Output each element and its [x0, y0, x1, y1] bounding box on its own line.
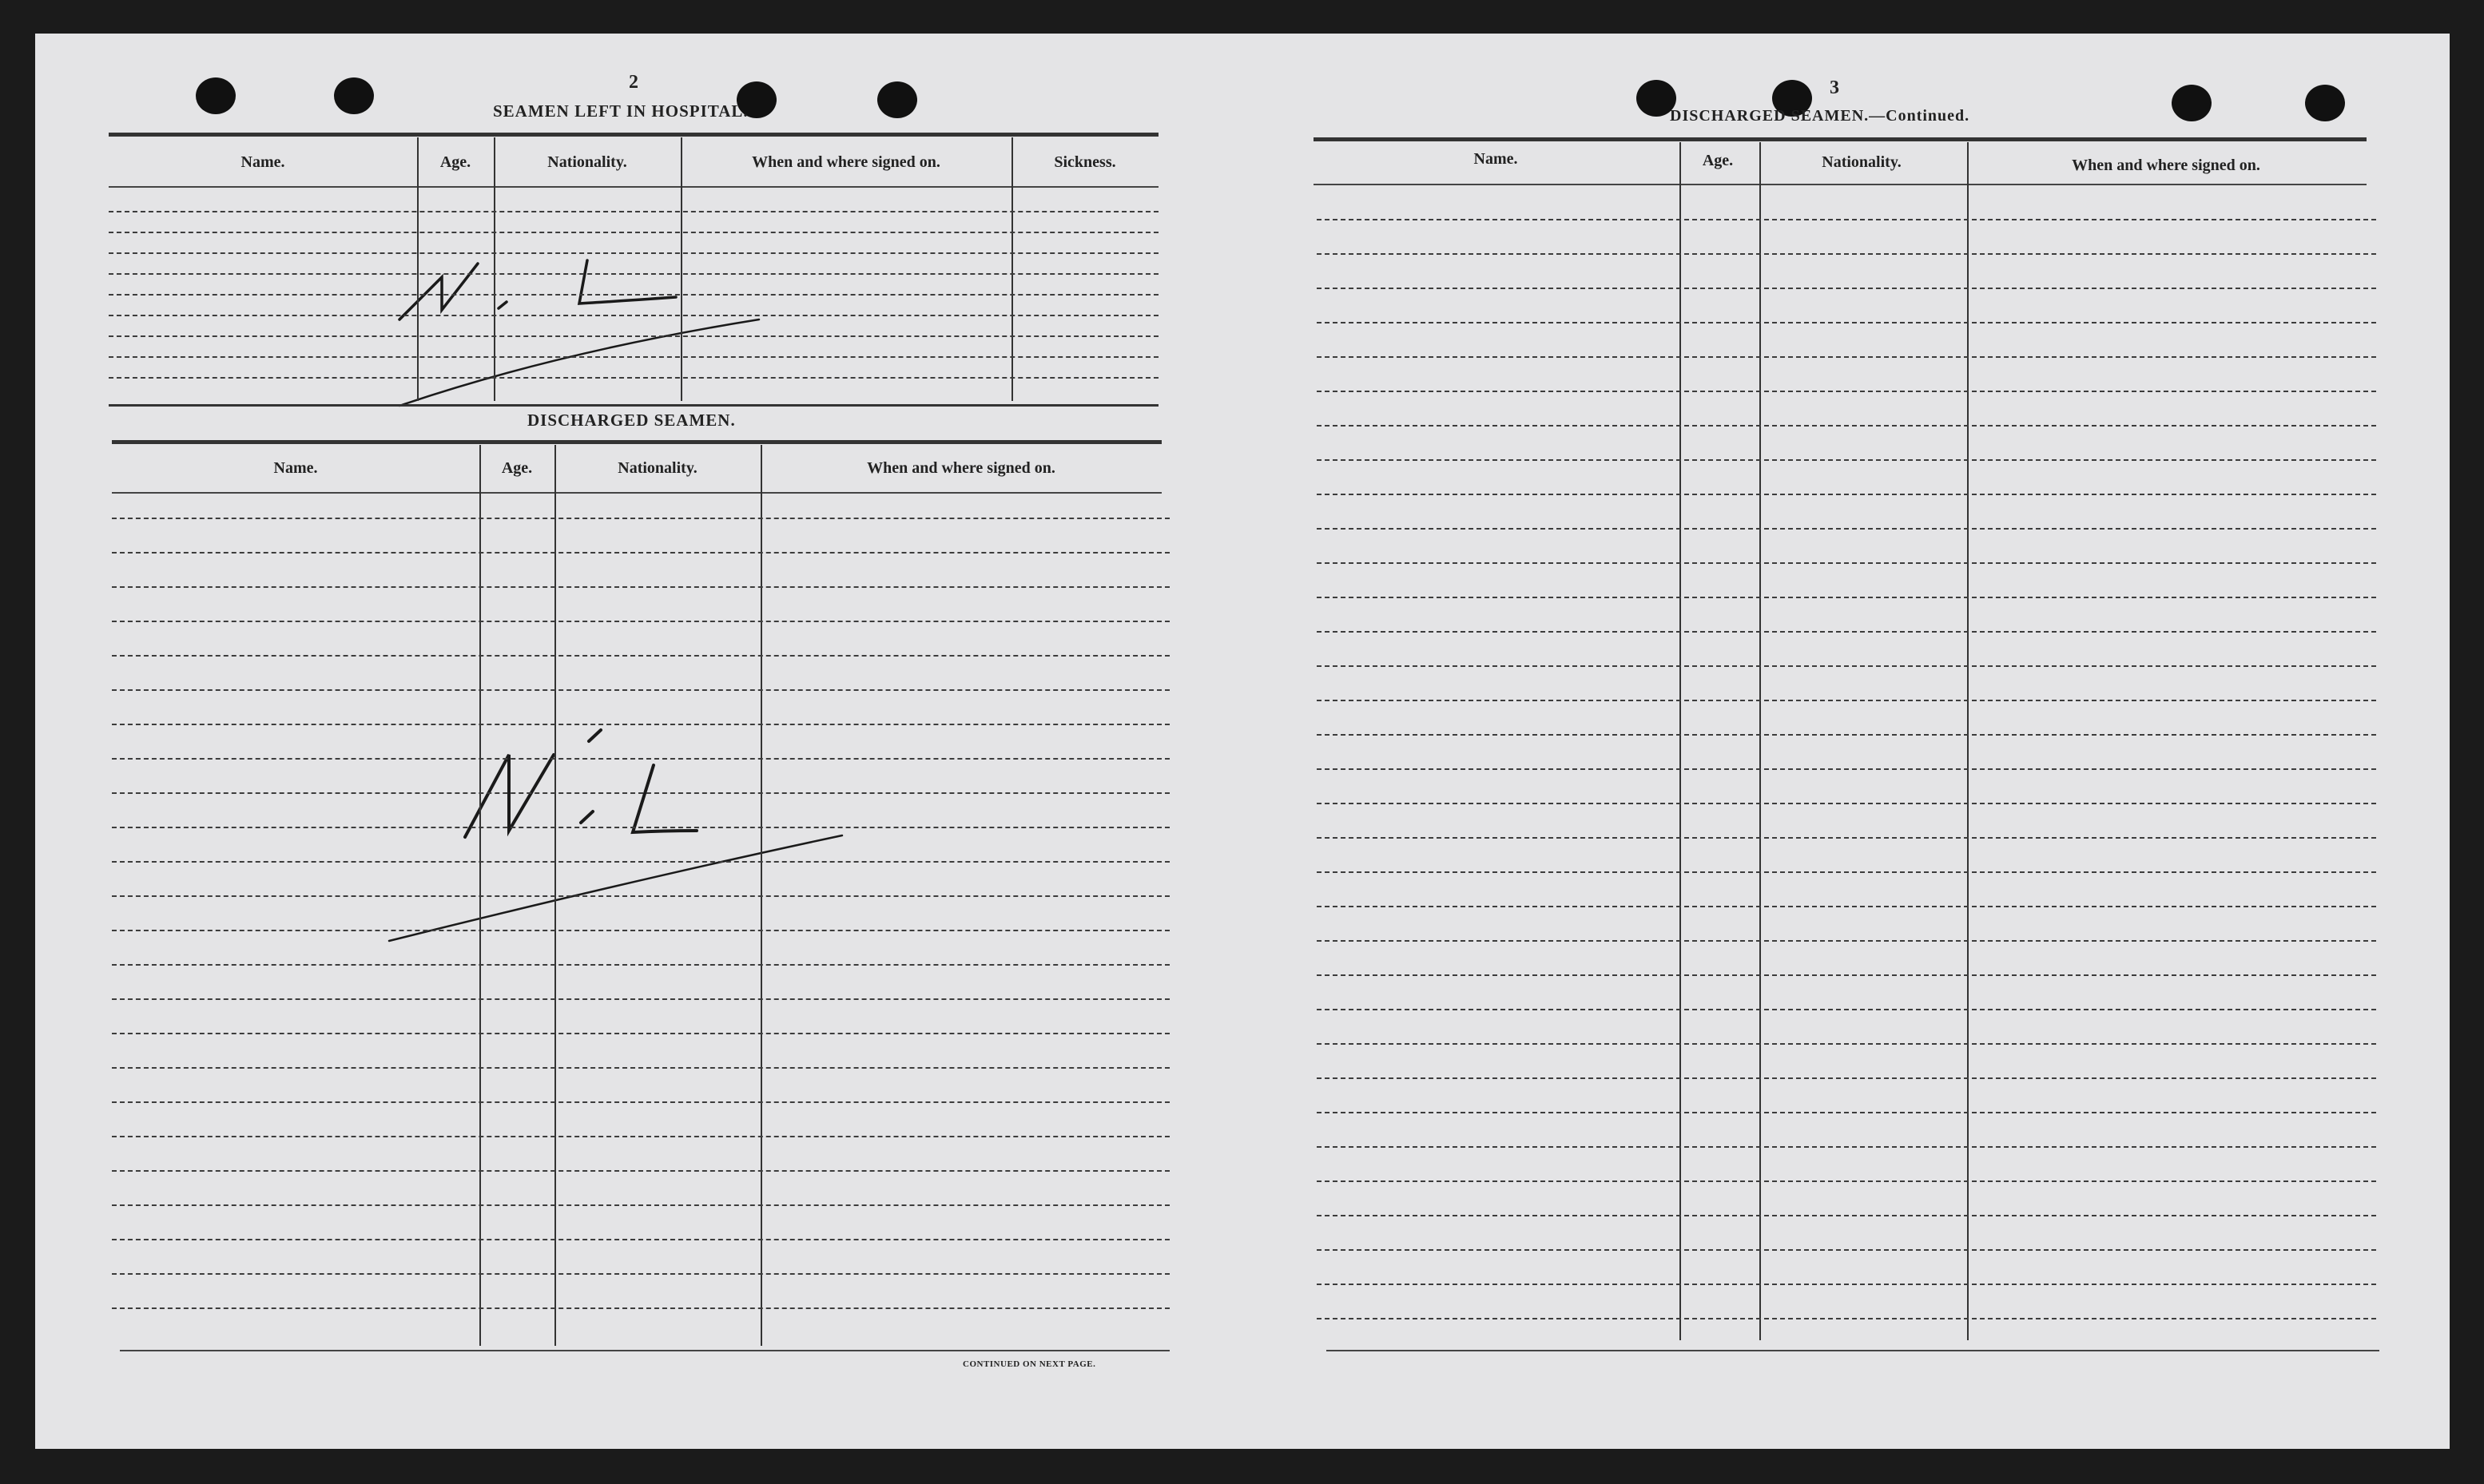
discharged-entry-line — [112, 1101, 1170, 1103]
right-entry-line — [1317, 562, 2376, 564]
discharged-entry-line — [112, 964, 1170, 966]
right-col-age: Age. — [1702, 152, 1734, 169]
hospital-entry-line — [109, 356, 1159, 358]
discharged-entry-line — [112, 1239, 1170, 1240]
hospital-col-sickness: Sickness. — [1054, 153, 1116, 171]
discharged-entry-line — [112, 792, 1170, 794]
right-entry-line — [1317, 425, 2376, 427]
right-col-name: Name. — [1473, 150, 1518, 168]
discharged-col-age: Age. — [501, 459, 533, 477]
right-entry-line — [1317, 734, 2376, 736]
right-entry-line — [1317, 391, 2376, 392]
right-entry-line — [1317, 803, 2376, 804]
discharged-entry-line — [112, 1307, 1170, 1309]
discharged-entry-line — [112, 586, 1170, 588]
right-entry-line — [1317, 700, 2376, 701]
right-entry-line — [1317, 837, 2376, 839]
discharged-entry-line — [112, 655, 1170, 657]
right-entry-line — [1317, 1215, 2376, 1216]
hospital-entry-line — [109, 335, 1159, 337]
right-entry-line — [1317, 528, 2376, 530]
right-entry-line — [1317, 597, 2376, 598]
discharged-entry-line — [112, 1067, 1170, 1069]
discharged-entry-line — [112, 552, 1170, 554]
hospital-entry-line — [109, 273, 1159, 275]
right-entry-line — [1317, 219, 2376, 220]
hospital-column-divider — [417, 137, 419, 401]
discharged-header-rule — [112, 492, 1162, 494]
right-entry-line — [1317, 1112, 2376, 1113]
discharged-col-nationality: Nationality. — [618, 459, 698, 477]
discharged-entry-line — [112, 1136, 1170, 1137]
page-number-left: 2 — [629, 72, 638, 93]
right-entry-line — [1317, 1318, 2376, 1319]
continued-footer: CONTINUED ON NEXT PAGE. — [963, 1359, 1096, 1369]
discharged-continued-title: DISCHARGED SEAMEN.—Continued. — [1670, 107, 1970, 125]
hospital-nil-handwriting — [399, 260, 759, 406]
hospital-col-name: Name. — [240, 153, 285, 171]
hospital-table-bottom-rule — [109, 404, 1159, 407]
hospital-column-divider — [494, 137, 495, 401]
right-entry-line — [1317, 940, 2376, 942]
right-entry-line — [1317, 1146, 2376, 1148]
discharged-entry-line — [112, 758, 1170, 760]
right-entry-line — [1317, 494, 2376, 495]
discharged-entry-line — [112, 861, 1170, 863]
discharged-col-name: Name. — [273, 459, 318, 477]
right-entry-line — [1317, 631, 2376, 633]
right-entry-line — [1317, 322, 2376, 323]
discharged-entry-line — [112, 1273, 1170, 1275]
discharged-entry-line — [112, 1033, 1170, 1034]
right-entry-line — [1317, 459, 2376, 461]
right-entry-line — [1317, 974, 2376, 976]
discharged-entry-line — [112, 998, 1170, 1000]
discharged-nil-handwriting — [389, 730, 842, 941]
discharged-entry-line — [112, 518, 1170, 519]
discharged-entry-line — [112, 1170, 1170, 1172]
hospital-entry-line — [109, 232, 1159, 233]
discharged-entry-line — [112, 724, 1170, 725]
discharged-entry-line — [112, 827, 1170, 828]
right-entry-line — [1317, 1180, 2376, 1182]
discharged-entry-line — [112, 895, 1170, 897]
discharged-entry-line — [112, 1204, 1170, 1206]
discharged-col-signed-on: When and where signed on. — [867, 459, 1055, 477]
hospital-col-age: Age. — [439, 153, 471, 171]
right-col-signed-on: When and where signed on. — [2072, 157, 2260, 174]
right-entry-line — [1317, 906, 2376, 907]
discharged-section-title: DISCHARGED SEAMEN. — [527, 411, 736, 430]
discharged-entry-line — [112, 930, 1170, 931]
hospital-header-rule — [109, 186, 1159, 188]
right-entry-line — [1317, 1009, 2376, 1010]
right-entry-line — [1317, 1043, 2376, 1045]
right-entry-line — [1317, 1284, 2376, 1285]
hospital-entry-line — [109, 315, 1159, 316]
right-table-bottom-rule — [1326, 1350, 2379, 1351]
right-entry-line — [1317, 253, 2376, 255]
hospital-col-nationality: Nationality. — [547, 153, 627, 171]
right-entry-line — [1317, 1077, 2376, 1079]
hospital-column-divider — [1011, 137, 1013, 401]
hospital-entry-line — [109, 294, 1159, 296]
hospital-col-signed-on: When and where signed on. — [752, 153, 940, 171]
right-entry-line — [1317, 871, 2376, 873]
discharged-entry-line — [112, 621, 1170, 622]
hospital-section-title: SEAMEN LEFT IN HOSPITAL. — [493, 101, 749, 121]
hospital-entry-line — [109, 252, 1159, 254]
hospital-entry-line — [109, 211, 1159, 212]
discharged-entry-line — [112, 689, 1170, 691]
right-header-rule — [1314, 184, 2367, 185]
right-entry-line — [1317, 768, 2376, 770]
right-entry-line — [1317, 288, 2376, 289]
hospital-entry-line — [109, 377, 1159, 379]
page-number-right: 3 — [1830, 77, 1839, 98]
right-entry-line — [1317, 665, 2376, 667]
right-entry-line — [1317, 356, 2376, 358]
right-col-nationality: Nationality. — [1822, 153, 1902, 171]
hospital-column-divider — [681, 137, 682, 401]
discharged-table-bottom-rule — [120, 1350, 1170, 1351]
right-entry-line — [1317, 1249, 2376, 1251]
